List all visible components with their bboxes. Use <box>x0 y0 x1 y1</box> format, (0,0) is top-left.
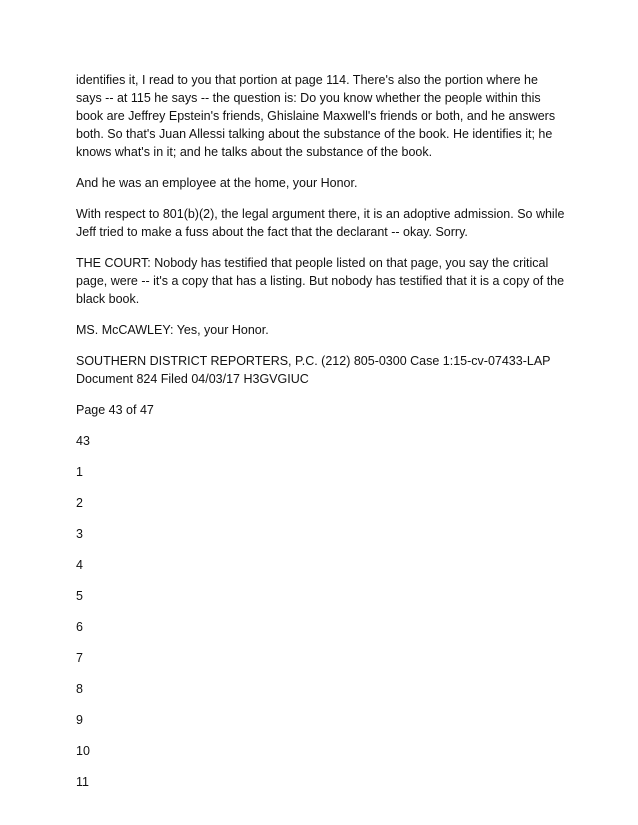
line-number: 6 <box>76 620 83 634</box>
line-number: 8 <box>76 682 83 696</box>
document-body <box>76 71 566 804</box>
line-number: 11 <box>76 775 89 789</box>
line-number: 5 <box>76 589 83 603</box>
paragraph: identifies it, I read to you that portion at page 114. There's also the portion where he says -- at 115 he says -- the question is: Do you know whether the people within this book are Jeffrey Epstein's friends, Ghislaine Maxwell's friends or both, and he answers both. So that's Juan Allessi talking about the substance of the book. He identifies it; he knows what's in it; and he talks about the substance of the book. <box>76 73 556 159</box>
reporter-footer: SOUTHERN DISTRICT REPORTERS, P.C. (212) 805-0300 Case 1:15-cv-07433-LAP Document 824 Filed 04/03/17 H3GVGIUC <box>76 354 551 386</box>
line-number: 4 <box>76 558 83 572</box>
line-number-list <box>76 463 566 791</box>
page-number: 43 <box>76 434 90 448</box>
paragraph: MS. McCAWLEY: Yes, your Honor. <box>76 323 269 337</box>
paragraph: With respect to 801(b)(2), the legal argument there, it is an adoptive admission. So while Jeff tried to make a fuss about the fact that the declarant -- okay. Sorry. <box>76 207 565 239</box>
line-number: 1 <box>76 465 83 479</box>
paragraph: And he was an employee at the home, your Honor. <box>76 176 358 190</box>
line-number: 2 <box>76 496 83 510</box>
line-number: 7 <box>76 651 83 665</box>
page-label: Page 43 of 47 <box>76 403 154 417</box>
line-number: 9 <box>76 713 83 727</box>
line-number: 10 <box>76 744 90 758</box>
paragraph: THE COURT: Nobody has testified that people listed on that page, you say the critical page, were -- it's a copy that has a listing. But nobody has testified that it is a copy of the black book. <box>76 256 565 306</box>
line-number: 3 <box>76 527 83 541</box>
